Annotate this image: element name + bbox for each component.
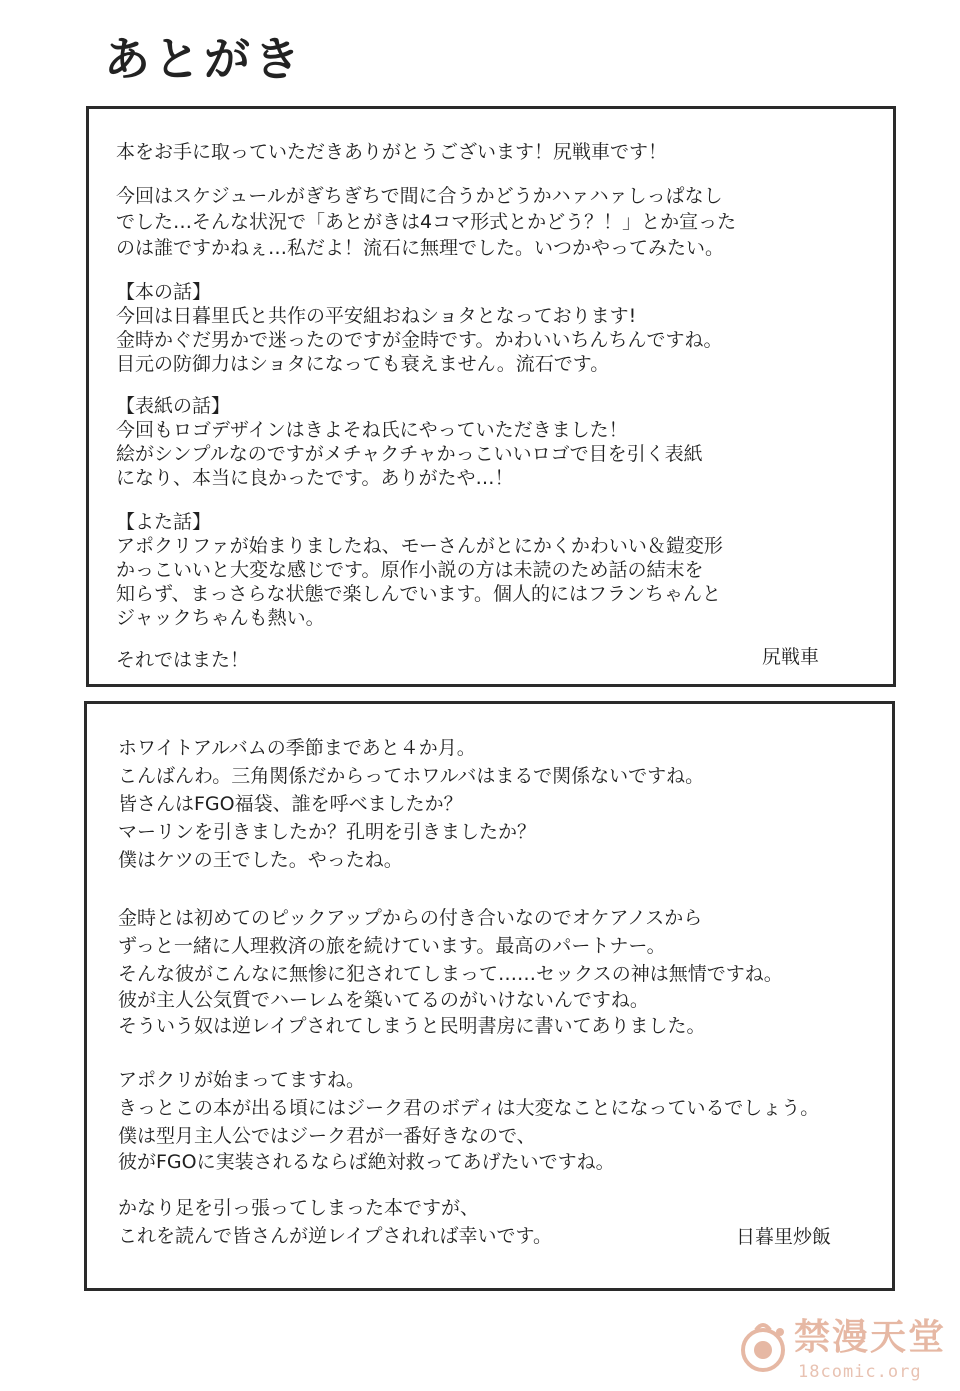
page-title: あとがき	[104, 32, 304, 86]
nippori-text-line: 僕はケツの王でした。やったね。	[118, 849, 403, 871]
shirisensha-text-line: 今回はスケジュールがぎちぎちで間に合うかどうかハァハァしっぱなし	[116, 185, 723, 207]
signature-nippori: 日暮里炒飯	[736, 1226, 832, 1248]
nippori-text-line: ホワイトアルバムの季節まであと４か月。	[118, 737, 476, 759]
nippori-text-line: 皆さんはFGO福袋、誰を呼べましたか？	[118, 793, 463, 815]
shirisensha-text-line: ジャックちゃんも熱い。	[116, 607, 325, 629]
shirisensha-text-line: 目元の防御力はショタになっても衰えません。流石です。	[116, 353, 610, 375]
nippori-text-line: 金時とは初めてのピックアップからの付き合いなのでオケアノスから	[118, 907, 703, 929]
nippori-text-line: 僕は型月主人公ではジーク君が一番好きなので、	[118, 1125, 536, 1147]
nippori-text-line: これを読んで皆さんが逆レイプされれば幸いです。	[118, 1225, 552, 1247]
nippori-text-line: かなり足を引っ張ってしまった本ですが、	[118, 1197, 480, 1219]
shirisensha-text-line: 知らず、まっさらな状態で楽しんでいます。個人的にはフランちゃんと	[116, 583, 721, 605]
watermark-name: 禁漫天堂	[794, 1317, 947, 1358]
shirisensha-text-line: かっこいいと大変な感じです。原作小説の方は未読のため話の結末を	[116, 559, 704, 581]
watermark-logo-icon	[736, 1320, 790, 1372]
shirisensha-text-line: 絵がシンプルなのですがメチャクチャかっこいいロゴで目を引く表紙	[116, 443, 703, 465]
nippori-text-line: ずっと一緒に人理救済の旅を続けています。最高のパートナー。	[118, 935, 666, 957]
nippori-text-line: そんな彼がこんなに無惨に犯されてしまって……セックスの神は無情ですね。	[118, 963, 783, 985]
shirisensha-text-line: 金時かぐだ男かで迷ったのですが金時です。かわいいちんちんですね。	[116, 329, 723, 351]
nippori-text-line: そういう奴は逆レイプされてしまうと民明書房に書いてありました。	[118, 1015, 706, 1037]
nippori-text-line: マーリンを引きましたか？孔明を引きましたか？	[118, 821, 537, 843]
signature-shirisensha: 尻戦車	[762, 646, 820, 668]
shirisensha-text-line: 本をお手に取っていただきありがとうございます！尻戦車です！	[116, 141, 668, 163]
shirisensha-text-line: 【表紙の話】	[116, 395, 231, 417]
watermark-url: 18comic.org	[798, 1362, 922, 1382]
nippori-text-line: 彼が主人公気質でハーレムを築いてるのがいけないんですね。	[118, 989, 649, 1011]
nippori-text-line: アポクリが始まってますね。	[118, 1069, 366, 1091]
watermark	[732, 1312, 952, 1386]
nippori-text-line: 彼がFGOに実装されるならば絶対救ってあげたいですね。	[118, 1151, 615, 1173]
shirisensha-text-line: それではまた！	[116, 649, 250, 671]
nippori-text-line: こんばんわ。三角関係だからってホワルバはまるで関係ないですね。	[118, 765, 705, 787]
shirisensha-text-line: でした…そんな状況で「あとがきは4コマ形式とかどう？！」とか宣った	[116, 211, 737, 233]
shirisensha-text-line: 今回は日暮里氏と共作の平安組おねショタとなっております!	[116, 305, 637, 327]
shirisensha-text-line: 今回もロゴデザインはきよそね氏にやっていただきました！	[116, 419, 628, 441]
shirisensha-text-line: になり、本当に良かったです。ありがたや…！	[116, 467, 514, 489]
shirisensha-text-line: 【本の話】	[116, 281, 212, 303]
shirisensha-text-line: アポクリファが始まりましたね、モーさんがとにかくかわいい＆鎧変形	[116, 535, 723, 557]
shirisensha-text-line: 【よた話】	[116, 511, 212, 533]
shirisensha-text-line: のは誰ですかねぇ…私だよ！流石に無理でした。いつかやってみたい。	[116, 237, 725, 259]
nippori-text-line: きっとこの本が出る頃にはジーク君のボディは大変なことになっているでしょう。	[118, 1097, 820, 1119]
